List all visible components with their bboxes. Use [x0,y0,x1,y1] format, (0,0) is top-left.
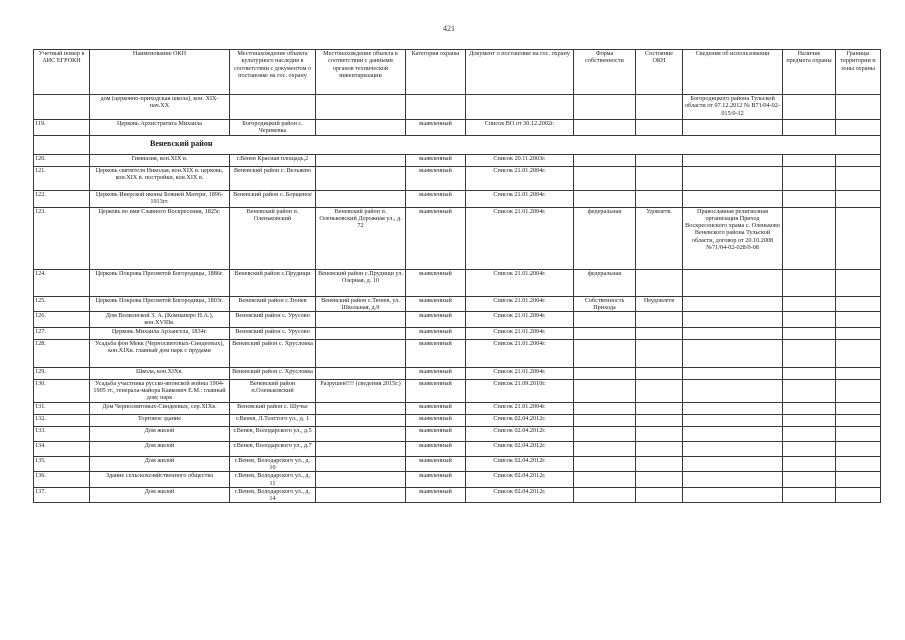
section-row [34,135,881,154]
usage-info [683,456,783,472]
object-name: Усадьба фон Мекк (Черносвитовых-Синдеевых), кон.XIXв. главный дом парк с прудами [90,339,230,367]
object-name: Церковь Иверской иконы Божией Матери, 1896-1913гг. [90,190,230,207]
object-state [636,402,683,414]
location-inventory [316,339,406,367]
table-row [34,269,881,296]
object-name: Торговое здание [90,414,230,426]
location-inventory: Веневский район с.Тюнев, ул. Школьная, д.9 [316,296,406,312]
registration-document: Список 21.09.2010г. [466,379,574,402]
registration-document: Список 21.01.2004г. [466,190,574,207]
object-state [636,95,683,120]
protection-borders [836,154,881,166]
location-document: Веневский район с. Вельяево [230,166,316,190]
protection-subject [783,207,836,269]
usage-info [683,166,783,190]
usage-info: Богородицкого района Тульской области от 07.12.2012 № В71/04-02-015/0-12 [683,95,783,120]
registration-document: Список 21.01.2004г. [466,207,574,269]
protection-category: выявленный [406,441,466,456]
object-state [636,414,683,426]
usage-info [683,269,783,296]
protection-subject [783,426,836,441]
row-number: 133. [34,426,90,441]
protection-category: выявленный [406,472,466,488]
protection-subject [783,269,836,296]
ownership-form [574,456,636,472]
usage-info: Православная религиозная организация Приход Воскресенского храма с. Оленьково Веневского района Тульской области, договор от 20.10.2008 №71/04-02-028/0-08 [683,207,783,269]
table-row [34,190,881,207]
object-name: Дом Черносвитовых-Синдеевых, сер.XIXв. [90,402,230,414]
location-document: г.Венев, Володарского ул., д. 14 [230,487,316,503]
object-state [636,472,683,488]
object-state [636,339,683,367]
location-document: Веневский район с. Хрусловка [230,339,316,367]
location-document [230,95,316,120]
registration-document: Список 21.01.2004г. [466,166,574,190]
table-row [34,426,881,441]
page-number: 421 [443,24,455,33]
protection-subject [783,154,836,166]
ownership-form [574,95,636,120]
location-document: Веневский район с. Шучье [230,402,316,414]
ownership-form: федеральная [574,207,636,269]
ownership-form [574,472,636,488]
table-row [34,312,881,328]
registration-document: Список 21.01.2004г. [466,296,574,312]
protection-subject [783,379,836,402]
location-inventory [316,487,406,503]
object-name: Церковь во имя Славного Воскресения, 1825г. [90,207,230,269]
table-row [34,456,881,472]
usage-info [683,487,783,503]
protection-borders [836,487,881,503]
usage-info [683,312,783,328]
table-row [34,154,881,166]
location-document: г.Венев, Л.Толстого ул., д. 1 [230,414,316,426]
usage-info [683,379,783,402]
registration-document: Список 02.04.2012г. [466,441,574,456]
table-row [34,166,881,190]
protection-category: выявленный [406,154,466,166]
column-header: Местонахождение объекта в соответствии с данными органов технической инвентаризации [316,50,406,95]
usage-info [683,472,783,488]
protection-subject [783,472,836,488]
row-number [34,135,90,154]
location-document: г.Венев, Володарского ул., д.7 [230,441,316,456]
object-state [636,269,683,296]
object-name: Гимназия, кон.XIX в. [90,154,230,166]
table-row [34,327,881,339]
table-row [34,367,881,379]
object-name: дом (церковно-приходская школа), кон. XIX-нач.XX [90,95,230,120]
row-number: 123. [34,207,90,269]
protection-category: выявленный [406,367,466,379]
protection-borders [836,367,881,379]
protection-borders [836,426,881,441]
object-state [636,367,683,379]
object-state [636,426,683,441]
location-inventory [316,95,406,120]
registration-document: Список 02.04.2012г. [466,414,574,426]
column-header: Наличие предмета охраны [783,50,836,95]
registration-document [466,95,574,120]
protection-borders [836,190,881,207]
location-inventory [316,426,406,441]
location-inventory [316,441,406,456]
location-document: Веневский район с.Тюнев [230,296,316,312]
protection-category [406,95,466,120]
protection-subject [783,190,836,207]
ownership-form [574,379,636,402]
location-inventory [316,472,406,488]
protection-category: выявленный [406,166,466,190]
protection-borders [836,166,881,190]
protection-subject [783,456,836,472]
protection-subject [783,414,836,426]
object-name: Школа, кон.XIXв. [90,367,230,379]
ownership-form [574,166,636,190]
protection-subject [783,296,836,312]
table-row [34,472,881,488]
ownership-form [574,154,636,166]
location-inventory: Веневский район с.Прудищи ул. Озерная, д. 10 [316,269,406,296]
object-state [636,456,683,472]
registration-document: Список 21.01.2004г. [466,367,574,379]
table-row [34,296,881,312]
location-inventory: Веневский район п. Оленьковский Дорожная ул., д. 72 [316,207,406,269]
ownership-form [574,402,636,414]
table-row [34,402,881,414]
row-number: 134. [34,441,90,456]
ownership-form [574,339,636,367]
protection-borders [836,327,881,339]
object-state [636,327,683,339]
object-name: Церковь Архистратига Михаила [90,120,230,136]
ownership-form [574,426,636,441]
ownership-form [574,327,636,339]
heritage-register-table [33,49,881,503]
protection-borders [836,379,881,402]
usage-info [683,339,783,367]
location-inventory [316,166,406,190]
row-number: 130. [34,379,90,402]
ownership-form [574,312,636,328]
object-name: Дом Волконской З. А. (Компанеро Н.А.), кон.XVIIIв. [90,312,230,328]
object-name: Церковь Покрова Пресвятой Богородицы, 1886г. [90,269,230,296]
protection-subject [783,312,836,328]
row-number: 119. [34,120,90,136]
usage-info [683,327,783,339]
location-inventory [316,120,406,136]
object-state [636,154,683,166]
object-name: Дом жилой [90,441,230,456]
ownership-form [574,441,636,456]
protection-borders [836,456,881,472]
location-inventory [316,154,406,166]
row-number: 129. [34,367,90,379]
row-number: 124. [34,269,90,296]
table-row [34,120,881,136]
ownership-form [574,367,636,379]
protection-borders [836,441,881,456]
location-inventory [316,327,406,339]
registration-document: Список 02.04.2012г. [466,426,574,441]
location-document: г.Венев, Володарского ул., д. 10 [230,456,316,472]
protection-subject [783,120,836,136]
registration-document: Список 02.04.2012г. [466,487,574,503]
object-state [636,190,683,207]
row-number: 132. [34,414,90,426]
registration-document: Список 02.04.2012г. [466,472,574,488]
row-number: 125. [34,296,90,312]
location-inventory [316,402,406,414]
location-inventory [316,414,406,426]
protection-category: выявленный [406,327,466,339]
location-document: Веневский район с. Хрусловка [230,367,316,379]
protection-subject [783,166,836,190]
usage-info [683,441,783,456]
table-row [34,441,881,456]
usage-info [683,154,783,166]
location-document: г.Венев, Володарского ул., д.5 [230,426,316,441]
protection-category: выявленный [406,296,466,312]
object-state [636,120,683,136]
location-inventory [316,312,406,328]
object-state: Неудовлетв [636,296,683,312]
location-document: Веневский район с.Прудищи [230,269,316,296]
column-header: Категория охраны [406,50,466,95]
location-document: Богородицкий район с. Черняевка [230,120,316,136]
object-name: Дом жилой [90,456,230,472]
object-name: Церковь святителя Николая, кон.XIX в. церковь, кон.XIX в. постройки, кон.XIX в. [90,166,230,190]
row-number: 121. [34,166,90,190]
row-number: 120. [34,154,90,166]
object-state [636,379,683,402]
row-number: 128. [34,339,90,367]
location-document: г.Венев Красная площадь,2 [230,154,316,166]
row-number: 127. [34,327,90,339]
usage-info [683,414,783,426]
location-document: Веневский район п.Оленьковский [230,379,316,402]
location-inventory [316,367,406,379]
object-state [636,487,683,503]
protection-category: выявленный [406,456,466,472]
location-document: Веневский район с. Урусово [230,312,316,328]
protection-category: выявленный [406,207,466,269]
object-name: Усадьба участника русско-японской войны 1904-1905 гг., генерала-майора Кавкович Е.М.: главный дом; парк [90,379,230,402]
registration-document: Список 20.11.2003г. [466,154,574,166]
ownership-form [574,414,636,426]
row-number: 136. [34,472,90,488]
object-name: Церковь Покрова Пресвятой Богородицы, 1803г. [90,296,230,312]
usage-info [683,367,783,379]
row-number: 131. [34,402,90,414]
protection-borders [836,95,881,120]
row-number: 122. [34,190,90,207]
location-document: г.Венев, Володарского ул., д. 11 [230,472,316,488]
protection-category: выявленный [406,402,466,414]
object-name: Церковь Михаила Архангела, 1834г. [90,327,230,339]
protection-borders [836,207,881,269]
registration-document: Список 21.01.2004г. [466,312,574,328]
ownership-form [574,190,636,207]
column-header: Границы территории и зоны охраны [836,50,881,95]
protection-subject [783,367,836,379]
registration-document: Список 21.01.2004г. [466,402,574,414]
ownership-form [574,120,636,136]
protection-subject [783,487,836,503]
column-header: Учетный номер в АИС ЕГРОКН [34,50,90,95]
row-number: 135. [34,456,90,472]
object-state: Удовлетв. [636,207,683,269]
table-row [34,487,881,503]
protection-subject [783,402,836,414]
location-inventory [316,190,406,207]
protection-category: выявленный [406,190,466,207]
column-header: Наименование ОКН [90,50,230,95]
protection-category: выявленный [406,414,466,426]
table-body [34,95,881,503]
protection-category: выявленный [406,426,466,441]
row-number: 126. [34,312,90,328]
protection-category: выявленный [406,120,466,136]
protection-borders [836,339,881,367]
protection-category: выявленный [406,379,466,402]
section-title: Веневский район [90,135,881,154]
column-header: Документ о постановке на гос. охрану [466,50,574,95]
table-row [34,379,881,402]
object-name: Дом жилой [90,426,230,441]
table-row [34,95,881,120]
protection-category: выявленный [406,269,466,296]
table-row [34,207,881,269]
protection-category: выявленный [406,487,466,503]
usage-info [683,426,783,441]
registration-document: Список ВО от 30.12.2002г. [466,120,574,136]
registration-document: Список 21.01.2004г. [466,269,574,296]
object-state [636,441,683,456]
ownership-form: федеральная [574,269,636,296]
registration-document: Список 02.04.2012г. [466,456,574,472]
protection-category: выявленный [406,312,466,328]
object-state [636,312,683,328]
usage-info [683,296,783,312]
protection-borders [836,296,881,312]
location-inventory [316,456,406,472]
protection-borders [836,312,881,328]
protection-borders [836,402,881,414]
column-header: Местонахождение объекта культурного наследия в соответствии с документом о постановке на гос. охрану [230,50,316,95]
object-name: Дом жилой [90,487,230,503]
usage-info [683,120,783,136]
protection-subject [783,95,836,120]
ownership-form [574,487,636,503]
protection-category: выявленный [406,339,466,367]
registration-document: Список 21.01.2004г. [466,339,574,367]
table-row [34,414,881,426]
usage-info [683,190,783,207]
location-document: Веневский район с. Урусово [230,327,316,339]
protection-borders [836,414,881,426]
row-number: 137. [34,487,90,503]
table-header [34,50,881,95]
column-header: Состояние ОКН [636,50,683,95]
row-number [34,95,90,120]
ownership-form: Собственность Прихода [574,296,636,312]
protection-subject [783,327,836,339]
column-header: Форма собственности [574,50,636,95]
protection-borders [836,269,881,296]
protection-subject [783,339,836,367]
protection-subject [783,441,836,456]
location-document: Веневский район с. Борщевое [230,190,316,207]
object-name: Здание сельскохозяйственного общества [90,472,230,488]
protection-borders [836,472,881,488]
usage-info [683,402,783,414]
registration-document: Список 21.01.2004г. [466,327,574,339]
location-inventory: Разрушен!!!! (сведения 2015г.) [316,379,406,402]
object-state [636,166,683,190]
header-row [34,50,881,95]
table-row [34,339,881,367]
protection-borders [836,120,881,136]
location-document: Веневский район п. Оленьковский [230,207,316,269]
column-header: Сведения об использовании [683,50,783,95]
